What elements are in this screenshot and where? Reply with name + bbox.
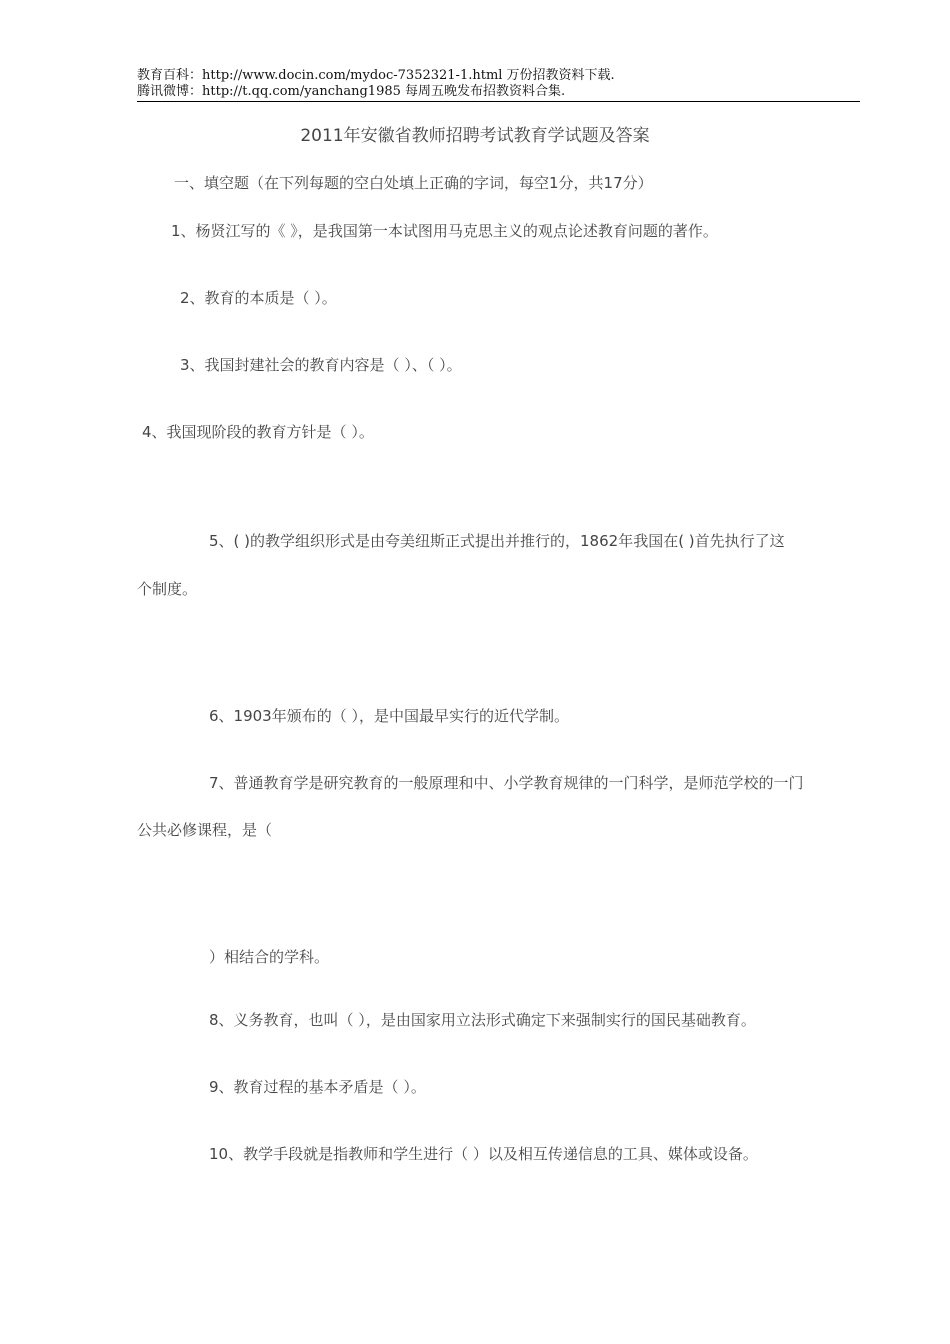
question-3: 3、我国封建社会的教育内容是（ ）、（ ）。 [180, 356, 462, 374]
question-2: 2、教育的本质是（ ）。 [180, 289, 337, 307]
question-5-line-1: 5、( )的教学组织形式是由夸美纽斯正式提出并推行的，1862年我国在( )首先执行了这 [209, 532, 785, 550]
question-9: 9、教育过程的基本矛盾是（ ）。 [209, 1078, 426, 1096]
header-link-line-2: 腾讯微博：http://t.qq.com/yanchang1985 每周五晚发布招教资料合集. [137, 84, 566, 99]
question-5-line-2: 个制度。 [137, 580, 198, 598]
section-heading: 一、填空题（在下列每题的空白处填上正确的字词，每空1分，共17分） [174, 174, 653, 192]
header-divider [137, 101, 860, 102]
question-7-line-1: 7、普通教育学是研究教育的一般原理和中、小学教育规律的一门科学，是师范学校的一门 [209, 774, 804, 792]
question-7-line-2: 公共必修课程，是（ [137, 821, 273, 839]
question-8: 8、义务教育，也叫（ ），是由国家用立法形式确定下来强制实行的国民基础教育。 [209, 1011, 756, 1029]
header-link-line-1: 教育百科：http://www.docin.com/mydoc-7352321-1.html 万份招教资料下载. [137, 68, 615, 83]
question-6: 6、1903年颁布的（ ），是中国最早实行的近代学制。 [209, 707, 569, 725]
document-title: 2011年安徽省教师招聘考试教育学试题及答案 [300, 126, 650, 146]
question-4: 4、我国现阶段的教育方针是（ ）。 [142, 423, 374, 441]
question-1: 1、杨贤江写的《 》，是我国第一本试图用马克思主义的观点论述教育问题的著作。 [171, 222, 718, 240]
question-7-line-3: ）相结合的学科。 [209, 948, 330, 966]
question-10: 10、教学手段就是指教师和学生进行（ ）以及相互传递信息的工具、媒体或设备。 [209, 1145, 758, 1163]
